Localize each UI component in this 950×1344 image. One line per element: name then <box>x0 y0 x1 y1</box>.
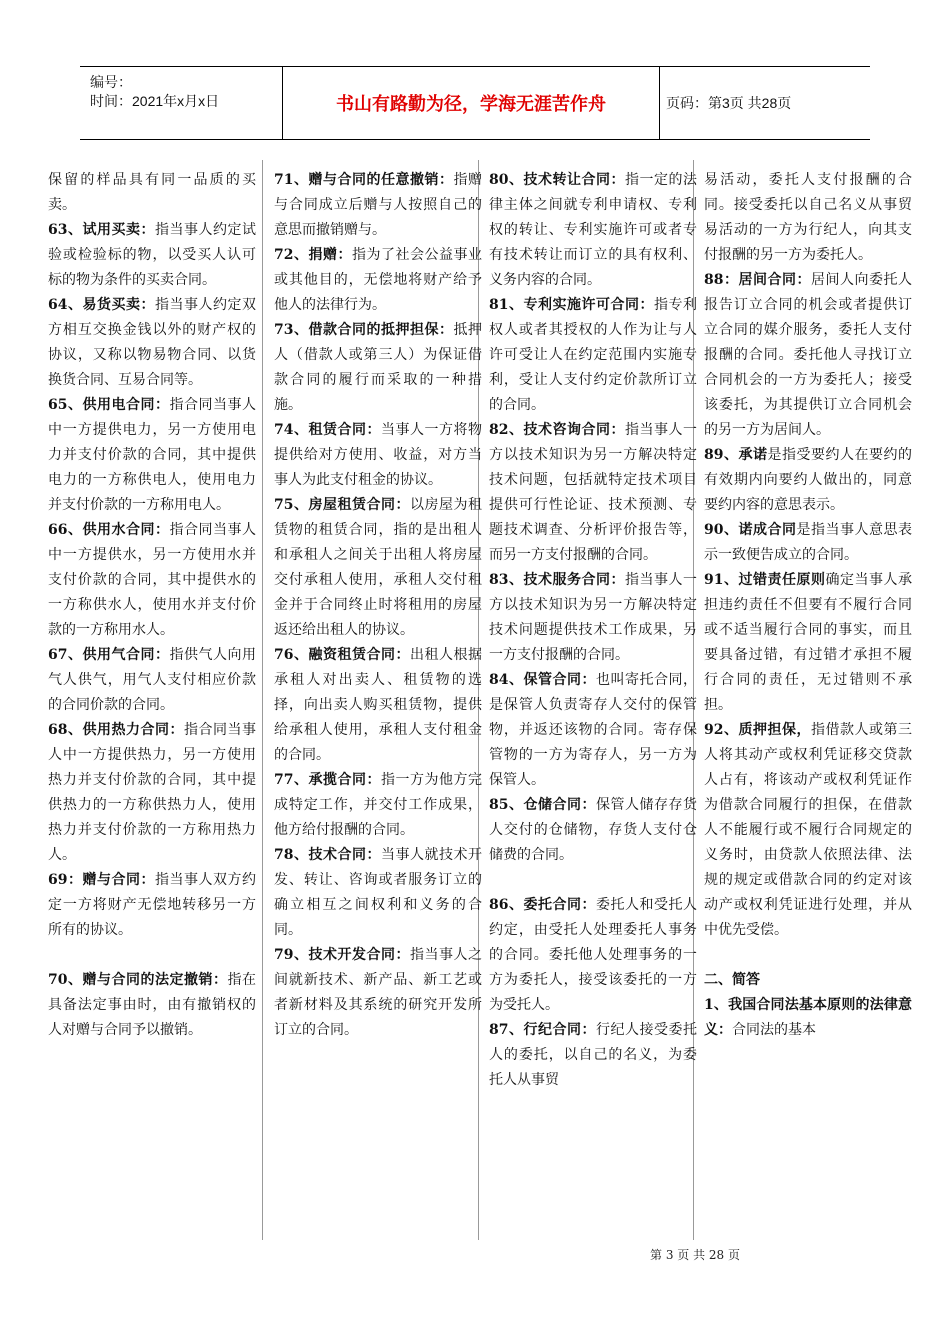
column-divider <box>262 160 263 1240</box>
entry-definition: 指合同当事人中一方提供电力，另一方使用电力并支付价款的合同，其中提供电力的一方称供电人，使用电力并支付价款的一方称用电人。 <box>48 397 257 513</box>
entry-definition: 指一方为他方完成特定工作，并交付工作成果，他方给付报酬的合同。 <box>274 772 483 838</box>
entry-paragraph <box>48 393 256 518</box>
entry-definition: 指借款人或第三人将其动产或权利凭证移交贷款人占有，将该动产或权利凭证作为借款合同履行的担保，在借款人不能履行或不履行合同规定的义务时，由贷款人依照法律、法规的规定或借款合同的约定对该动产或权利凭证进行处理，并从中优先受偿。 <box>704 722 913 938</box>
entry-definition: 抵押人（借款人或第三人）为保证借款合同的履行而采取的一种措施。 <box>274 322 483 413</box>
entry-term: 91、过错责任原则 <box>704 572 826 588</box>
text-column-2 <box>274 168 482 1043</box>
entry-definition: 也叫寄托合同，是保管人负责寄存人交付的保管物，并返还该物的合同。寄存保管物的一方为寄存人，另一方为保管人。 <box>489 672 698 788</box>
entry-paragraph <box>489 893 697 1018</box>
entry-term: 84、保管合同： <box>489 672 596 688</box>
entry-definition: 委托人和受托人约定，由受托人处理委托人事务的合同。委托他人处理事务的一方为委托人，接受该委托的一方为受托人。 <box>489 897 698 1013</box>
entry-definition: 当事人一方将物提供给对方使用、收益，对方当事人为此支付租金的协议。 <box>274 422 483 488</box>
entry-paragraph <box>274 318 482 418</box>
entry-paragraph <box>274 418 482 493</box>
doc-time-label: 时间：2021年x月x日 <box>90 93 220 109</box>
entry-definition: 易活动，委托人支付报酬的合同。接受委托以自己名义从事贸易活动的一方为行纪人，向其支付报酬的另一方为委托人。 <box>704 172 912 263</box>
page-header <box>80 66 870 140</box>
entry-definition: 当事人就技术开发、转让、咨询或者服务订立的确立相互之间权利和义务的合同。 <box>274 847 483 938</box>
entry-definition: 指当事人之间就新技术、新产品、新工艺或者新材料及其系统的研究开发所订立的合同。 <box>274 947 483 1038</box>
entry-term: 67、供用气合同： <box>48 647 170 663</box>
entry-definition: 指一定的法律主体之间就专利申请权、专利权的转让、专利实施许可或者专有技术转让而订立的具有权利、义务内容的合同。 <box>489 172 698 288</box>
entry-term: 1、我国合同法基本原则的法律意义： <box>704 997 912 1038</box>
entry-paragraph <box>704 168 912 268</box>
entry-term: 81、专利实施许可合同： <box>489 297 654 313</box>
entry-paragraph <box>274 643 482 768</box>
entry-paragraph <box>48 643 256 718</box>
entry-term: 72、捐赠： <box>274 247 352 263</box>
entry-paragraph <box>48 518 256 643</box>
entry-term: 77、承揽合同： <box>274 772 381 788</box>
entry-paragraph <box>704 443 912 518</box>
page-footer: 第 3 页 共 28 页 <box>650 1248 740 1262</box>
text-column-3 <box>489 168 697 1093</box>
entry-definition: 确定当事人承担违约责任不但要有不履行合同或不适当履行合同的事实，而且要具备过错，有过错才承担不履行合同的责任，无过错则不承担。 <box>704 572 913 713</box>
entry-definition: 指为了社会公益事业或其他目的，无偿地将财产给予他人的法律行为。 <box>274 247 483 313</box>
entry-paragraph <box>274 843 482 943</box>
entry-term: 79、技术开发合同： <box>274 947 410 963</box>
entry-definition: 指当事人一方以技术知识为另一方解决特定技术问题，包括就特定技术项目提供可行性论证、技术预测、专题技术调查、分析评价报告等，而另一方支付报酬的合同。 <box>489 422 698 563</box>
entry-paragraph <box>489 418 697 568</box>
entry-term: 76、融资租赁合同： <box>274 647 410 663</box>
entry-paragraph <box>489 1018 697 1093</box>
entry-definition: 保管人储存存货人交付的仓储物，存货人支付仓储费的合同。 <box>489 797 698 863</box>
entry-paragraph <box>48 168 256 218</box>
header-page-number: 页码：第3页 共28页 <box>666 95 792 111</box>
entry-paragraph <box>48 218 256 293</box>
entry-term: 86、委托合同： <box>489 897 596 913</box>
entry-paragraph <box>704 993 912 1043</box>
entry-paragraph <box>489 668 697 793</box>
entry-term: 83、技术服务合同： <box>489 572 625 588</box>
header-meta <box>80 67 283 139</box>
entry-definition: 居间人向委托人报告订立合同的机会或者提供订立合同的媒介服务，委托人支付报酬的合同。委托他人寻找订立合同机会的一方为委托人；接受该委托，为其提供订立合同机会的另一方为居间人。 <box>704 272 913 438</box>
doc-code-label: 编号： <box>90 74 132 90</box>
entry-paragraph <box>489 793 697 868</box>
entry-paragraph <box>704 268 912 443</box>
entry-definition: 指当事人一方以技术知识为另一方解决特定技术问题提供技术工作成果，另一方支付报酬的合同。 <box>489 572 698 663</box>
entry-definition: 指赠与合同成立后赠与人按照自己的意思而撤销赠与。 <box>274 172 483 238</box>
entry-paragraph <box>48 868 256 943</box>
entry-term: 78、技术合同： <box>274 847 381 863</box>
entry-term: 70、赠与合同的法定撤销： <box>48 972 228 988</box>
entry-paragraph <box>48 718 256 868</box>
entry-term: 90、诺成合同 <box>704 522 797 538</box>
entry-definition: 指在具备法定事由时，由有撤销权的人对赠与合同予以撤销。 <box>48 972 257 1038</box>
entry-paragraph <box>489 568 697 668</box>
entry-term: 82、技术咨询合同： <box>489 422 625 438</box>
entry-term: 64、易货买卖： <box>48 297 155 313</box>
entry-term: 87、行纪合同： <box>489 1022 596 1038</box>
entry-paragraph <box>704 518 912 568</box>
entry-term: 68、供用热力合同： <box>48 722 184 738</box>
text-column-4 <box>704 168 912 1043</box>
entry-term: 66、供用水合同： <box>48 522 170 538</box>
entry-paragraph <box>274 768 482 843</box>
entry-paragraph <box>274 493 482 643</box>
entry-definition: 是指当事人意思表示一致便告成立的合同。 <box>704 522 913 563</box>
entry-paragraph <box>704 568 912 718</box>
entry-definition: 指当事人约定双方相互交换金钱以外的财产权的协议，又称以物易物合同、以货换货合同、互易合同等。 <box>48 297 257 388</box>
entry-definition: 行纪人接受委托人的委托，以自己的名义，为委托人从事贸 <box>489 1022 698 1088</box>
entry-definition: 指专利权人或者其授权的人作为让与人许可受让人在约定范围内实施专利，受让人支付约定价款所订立的合同。 <box>489 297 698 413</box>
entry-term: 74、租赁合同： <box>274 422 381 438</box>
text-column-1 <box>48 168 256 1043</box>
header-motto: 书山有路勤为径，学海无涯苦作舟 <box>283 67 660 139</box>
entry-paragraph <box>48 968 256 1043</box>
entry-term: 75、房屋租赁合同： <box>274 497 410 513</box>
entry-definition: 指供气人向用气人供气，用气人支付相应价款的合同价款的合同。 <box>48 647 257 713</box>
entry-definition: 合同法的基本 <box>732 1022 816 1038</box>
entry-paragraph <box>274 943 482 1043</box>
entry-term: 85、仓储合同： <box>489 797 596 813</box>
entry-paragraph <box>704 718 912 943</box>
entry-paragraph <box>704 968 912 993</box>
entry-term: 63、试用买卖： <box>48 222 155 238</box>
entry-paragraph <box>274 243 482 318</box>
entry-definition: 保留的样品具有同一品质的买卖。 <box>48 172 256 213</box>
entry-term: 69：赠与合同： <box>48 872 155 888</box>
entry-definition: 指当事人约定试验或检验标的物，以受买人认可标的物为条件的买卖合同。 <box>48 222 257 288</box>
entry-term: 二、简答 <box>704 972 760 988</box>
entry-term: 65、供用电合同： <box>48 397 170 413</box>
entry-paragraph <box>489 293 697 418</box>
entry-definition: 出租人根据承租人对出卖人、租赁物的选择，向出卖人购买租赁物，提供给承租人使用，承租人支付租金的合同。 <box>274 647 483 763</box>
entry-definition: 是指受要约人在要约的有效期内向要约人做出的，同意要约内容的意思表示。 <box>704 447 913 513</box>
entry-paragraph <box>274 168 482 243</box>
entry-term: 80、技术转让合同： <box>489 172 625 188</box>
entry-definition: 指当事人双方约定一方将财产无偿地转移另一方所有的协议。 <box>48 872 257 938</box>
entry-paragraph <box>48 293 256 393</box>
entry-term: 73、借款合同的抵押担保： <box>274 322 454 338</box>
entry-definition: 以房屋为租赁物的租赁合同，指的是出租人和承租人之间关于出租人将房屋交付承租人使用，承租人交付租金并于合同终止时将租用的房屋返还给出租人的协议。 <box>274 497 483 638</box>
entry-paragraph <box>489 168 697 293</box>
entry-definition: 指合同当事人中一方提供热力，另一方使用热力并支付价款的合同，其中提供热力的一方称供热力人，使用热力并支付价款的一方称用热力人。 <box>48 722 257 863</box>
entry-definition: 指合同当事人中一方提供水，另一方使用水并支付价款的合同，其中提供水的一方称供水人，使用水并支付价款的一方称用水人。 <box>48 522 257 638</box>
entry-term: 71、赠与合同的任意撤销： <box>274 172 454 188</box>
entry-term: 88：居间合同： <box>704 272 811 288</box>
entry-term: 92、质押担保， <box>704 722 811 738</box>
entry-term: 89、承诺 <box>704 447 768 463</box>
